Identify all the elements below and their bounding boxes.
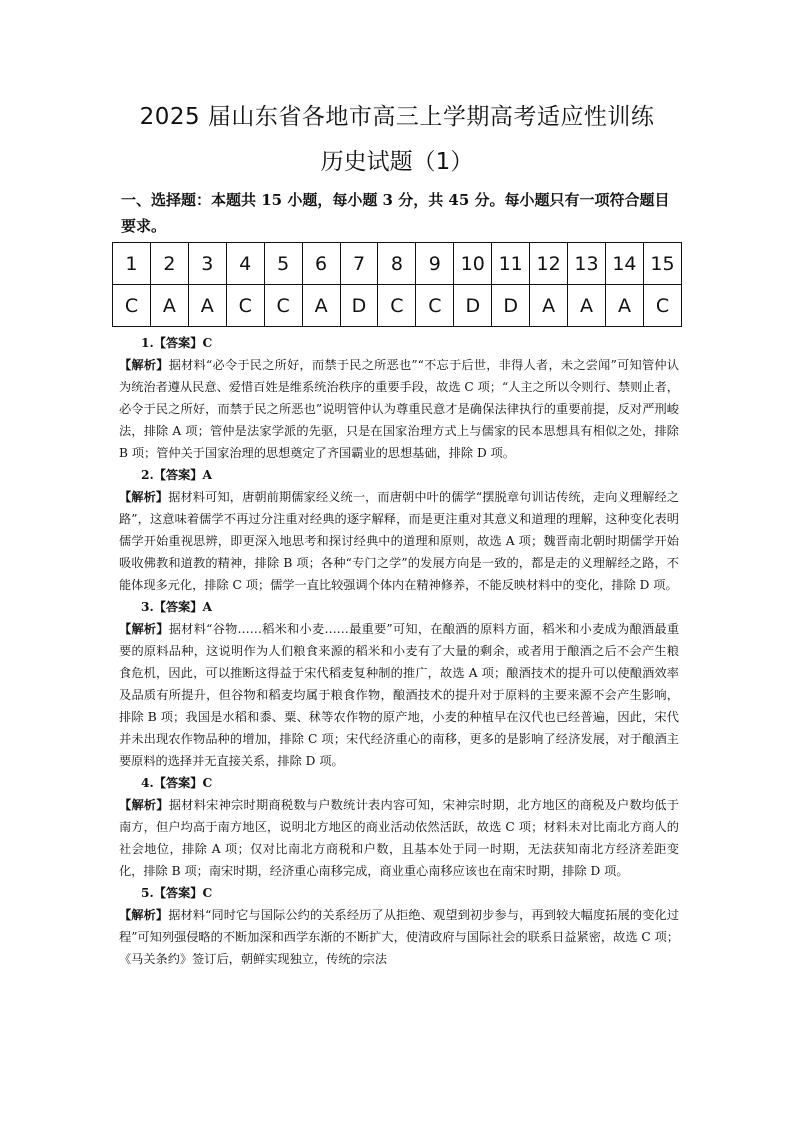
answer-explanations	[119, 332, 679, 970]
question-number-cell: 12	[530, 243, 568, 285]
question-number-cell: 15	[643, 243, 681, 285]
answer-cell: C	[378, 285, 416, 327]
question-number-cell: 8	[378, 243, 416, 285]
explanation-text	[119, 618, 679, 772]
explanation-tag: 【解析】	[119, 358, 169, 372]
answer-cell: A	[150, 285, 188, 327]
answer-line: 1.【答案】C	[141, 336, 213, 350]
answer-row	[113, 285, 682, 327]
question-number-cell: 4	[226, 243, 264, 285]
answer-cell: C	[643, 285, 681, 327]
answer-cell: A	[605, 285, 643, 327]
question-number-cell: 7	[340, 243, 378, 285]
question-3	[119, 596, 679, 772]
explanation-body: 据材料宋神宗时期商税数与户数统计表内容可知，宋神宗时期，北方地区的商税及户数均低于南方，但户均高于南方地区，说明北方地区的商业活动依然活跃，故选 C 项；材料未对比南北方商人的社会地位，排除 A 项；仅对比南北方商税和户数，且基本处于同一时期，无法获知南北方经济差距变化，排除 B 项；南宋时期，经济重心南移完成，商业重心南移应该也在南宋时期，排除 D 项。	[119, 798, 680, 878]
explanation-text	[119, 904, 679, 970]
explanation-tag: 【解析】	[119, 622, 169, 636]
question-number-cell: 10	[454, 243, 492, 285]
explanation-text	[119, 794, 679, 882]
answer-cell: C	[113, 285, 151, 327]
explanation-text	[119, 486, 679, 596]
explanation-tag: 【解析】	[119, 490, 169, 504]
answer-cell: A	[188, 285, 226, 327]
document-subtitle: 历史试题（1）	[320, 149, 474, 175]
question-number-cell: 14	[605, 243, 643, 285]
answer-table	[112, 242, 682, 327]
question-number-row	[113, 243, 682, 285]
answer-cell: C	[264, 285, 302, 327]
explanation-body: 据材料可知，唐朝前期儒家经义统一，而唐朝中叶的儒学“摆脱章句训诂传统，走向义理解经之路”，这意味着儒学不再过分注重对经典的逐字解释，而是更注重对其意义和道理的理解，这种变化表明儒学开始重视思辨，即更深入地思考和探讨经典中的道理和原则，故选 A 项；魏晋南北朝时期儒学开始吸收佛教和道教的精神，排除 B 项；各种“专门之学”的发展方向是一致的，都是走的义理解经之路，不能体现多元化，排除 C 项；儒学一直比较强调个体内在精神修养，不能反映材料中的变化，排除 D 项。	[119, 490, 680, 592]
section-heading: 一、选择题：本题共 15 小题，每小题 3 分，共 45 分。每小题只有一项符合题目要求。	[121, 191, 670, 235]
answer-cell: A	[568, 285, 606, 327]
answer-cell: A	[530, 285, 568, 327]
answer-cell: D	[340, 285, 378, 327]
explanation-tag: 【解析】	[119, 908, 169, 922]
question-2	[119, 464, 679, 596]
question-number-cell: 9	[416, 243, 454, 285]
answer-cell: C	[416, 285, 454, 327]
answer-cell: C	[226, 285, 264, 327]
question-number-cell: 2	[150, 243, 188, 285]
question-number-cell: 13	[568, 243, 606, 285]
explanation-body: 据材料“谷物……稻米和小麦……最重要”可知，在酿酒的原料方面，稻米和小麦成为酿酒最重要的原料品种，这说明作为人们粮食来源的稻米和小麦有了大量的剩余，或者用于酿酒之后不会产生粮食危机，因此，可以推断这得益于宋代稻麦复种制的推广，故选 A 项；酿酒技术的提升可以使酿酒效率及品质有所提升，但谷物和稻麦均属于粮食作物，酿酒技术的提升对于原料的主要来源不会产生影响，排除 B 项；我国是水稻和黍、粟、秫等农作物的原产地，小麦的种植早在汉代也已经普遍，因此，宋代并未出现农作物品种的增加，排除 C 项；宋代经济重心的南移，更多的是影响了经济发展，对于酿酒主要原料的选择并无直接关系，排除 D 项。	[119, 622, 680, 768]
answer-line: 5.【答案】C	[141, 886, 213, 900]
answer-cell: D	[492, 285, 530, 327]
question-number-cell: 6	[302, 243, 340, 285]
answer-line: 4.【答案】C	[141, 776, 213, 790]
document-title: 2025 届山东省各地市高三上学期高考适应性训练	[139, 104, 655, 130]
question-5	[119, 882, 679, 970]
question-4	[119, 772, 679, 882]
explanation-tag: 【解析】	[119, 798, 169, 812]
answer-cell: A	[302, 285, 340, 327]
question-number-cell: 3	[188, 243, 226, 285]
explanation-body: 据材料“必令于民之所好，而禁于民之所恶也”“不忘于后世，非得人者，未之尝闻”可知管仲认为统治者遵从民意、爱惜百姓是维系统治秩序的重要手段，故选 C 项；“人主之所以令则行、禁则止者，必令于民之所好，而禁于民之所恶也”说明管仲认为尊重民意才是确保法律执行的重要前提，反对严刑峻法，排除 A 项；管仲是法家学派的先驱，只是在国家治理方式上与儒家的民本思想具有相似之处，排除 B 项；管仲关于国家治理的思想奠定了齐国霸业的思想基础，排除 D 项。	[119, 358, 680, 460]
question-number-cell: 1	[113, 243, 151, 285]
answer-line: 2.【答案】A	[141, 468, 212, 482]
question-1	[119, 332, 679, 464]
explanation-body: 据材料“同时它与国际公约的关系经历了从拒绝、观望到初步参与，再到较大幅度拓展的变化过程”可知列强侵略的不断加深和西学东渐的不断扩大，使清政府与国际社会的联系日益紧密，故选 C 项；《马关条约》签订后，朝鲜实现独立，传统的宗法	[119, 908, 680, 966]
explanation-text	[119, 354, 679, 464]
answer-line: 3.【答案】A	[141, 600, 212, 614]
answer-cell: D	[454, 285, 492, 327]
question-number-cell: 11	[492, 243, 530, 285]
question-number-cell: 5	[264, 243, 302, 285]
